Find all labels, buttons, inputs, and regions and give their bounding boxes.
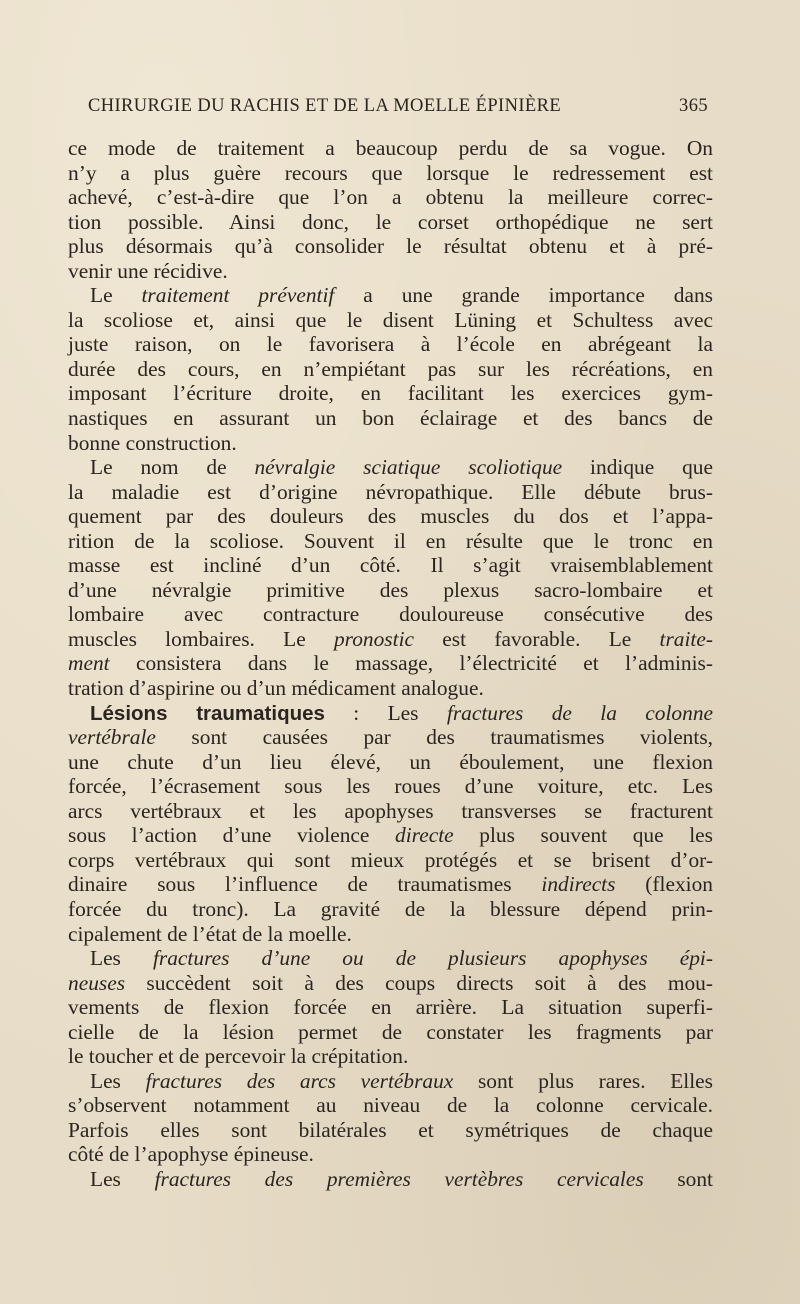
text-run: ce mode de traitement a beaucoup perdu de sa vogue. On — [68, 136, 713, 160]
text-run: la maladie est d’origine névropathique. Elle débute brus- — [68, 479, 713, 504]
text-line — [68, 1093, 713, 1118]
text-line — [68, 185, 713, 210]
text-line — [68, 136, 713, 161]
text-line — [68, 431, 713, 456]
text-run: rition de la scoliose. Souvent il en résulte que le tronc en — [68, 528, 713, 553]
italic-term: vertébrale — [68, 725, 156, 750]
running-head — [88, 96, 708, 122]
text-run: indique que — [562, 455, 713, 480]
text-run: sont causées par des traumatismes violents, — [155, 725, 713, 750]
text-line — [68, 1118, 713, 1143]
text-line — [68, 210, 713, 235]
section-heading: Lésions traumatiques — [90, 701, 325, 725]
text-line — [68, 357, 713, 382]
text-line — [68, 161, 713, 186]
text-line — [68, 799, 713, 824]
text-run: nastiques en assurant un bon éclairage et des bancs de — [68, 406, 713, 431]
text-line — [68, 1069, 713, 1094]
text-run: Le nom de — [90, 455, 255, 480]
text-run: lombaire avec contracture douloureuse consécutive des — [68, 602, 713, 627]
text-run: masse est incliné d’un côté. Il s’agit vraisemblablement — [68, 553, 713, 578]
text-run: dinaire sous l’influence de traumatismes — [68, 872, 542, 897]
text-line — [68, 676, 713, 701]
text-line — [68, 529, 713, 554]
text-run: tration d’aspirine ou d’un médicament analogue. — [68, 676, 484, 701]
italic-term: pronostic — [333, 626, 415, 651]
text-line — [68, 602, 713, 627]
text-run: succèdent soit à des coups directs soit à des mou- — [125, 970, 713, 995]
text-line — [68, 553, 713, 578]
text-line — [68, 308, 713, 333]
italic-term: traite- — [659, 626, 713, 651]
text-line — [68, 750, 713, 775]
text-run: plus souvent que les — [453, 823, 713, 848]
text-run: imposant l’écriture droite, en facilitant les exercices gym- — [68, 381, 713, 406]
italic-term: fractures des arcs vertébraux — [145, 1068, 454, 1093]
text-run: cielle de la lésion permet de constater les fragments par — [68, 1019, 713, 1044]
text-run: une chute d’un lieu élevé, un éboulement, une flexion — [68, 749, 713, 774]
text-line — [68, 946, 713, 971]
text-line — [68, 381, 713, 406]
text-run: Parfois elles sont bilatérales et symétriques de chaque — [68, 1117, 713, 1142]
text-line — [68, 578, 713, 603]
text-line — [68, 455, 713, 480]
text-line — [68, 504, 713, 529]
italic-term: traitement préventif — [141, 283, 335, 308]
text-line — [68, 1020, 713, 1045]
text-run: : Les — [324, 700, 447, 725]
text-run: sont plus rares. Elles — [453, 1068, 714, 1093]
text-line — [68, 480, 713, 505]
text-line — [68, 995, 713, 1020]
text-line — [68, 1167, 713, 1192]
text-run: tion possible. Ainsi donc, le corset orthopédique ne sert — [68, 209, 713, 234]
italic-term: fractures des premières vertèbres cervicales — [154, 1166, 644, 1191]
text-line — [68, 283, 713, 308]
text-run: sont — [643, 1166, 713, 1191]
text-run: plus désormais qu’à consolider le résultat obtenu et à pré- — [68, 234, 713, 259]
text-run: est favorable. Le — [414, 626, 660, 651]
text-run: forcée du tronc). La gravité de la blessure dépend prin- — [68, 896, 713, 921]
text-line — [68, 971, 713, 996]
italic-term: directe — [395, 823, 454, 848]
text-line — [68, 848, 713, 873]
text-run: Les — [90, 1068, 146, 1093]
text-line — [68, 725, 713, 750]
text-run: côté de l’apophyse épineuse. — [68, 1142, 314, 1167]
text-run: venir une récidive. — [68, 258, 228, 283]
text-run: bonne construction. — [68, 430, 237, 455]
text-line — [68, 1044, 713, 1069]
text-run: s’observent notamment au niveau de la colonne cervicale. — [68, 1093, 713, 1118]
text-run: quement par des douleurs des muscles du dos et l’appa- — [68, 504, 713, 529]
text-line — [68, 406, 713, 431]
text-line — [68, 922, 713, 947]
text-run: muscles lombaires. Le — [68, 626, 334, 651]
italic-term: fractures de la colonne — [446, 700, 714, 725]
text-run: a une grande importance dans — [334, 283, 713, 308]
text-line — [68, 234, 713, 259]
text-run: forcée, l’écrasement sous les roues d’une voiture, etc. Les — [68, 774, 713, 799]
text-run: le toucher et de percevoir la crépitation. — [68, 1044, 409, 1069]
text-run: cipalement de l’état de la moelle. — [68, 921, 352, 946]
text-run: consistera dans le massage, l’électricité et l’adminis- — [109, 651, 713, 676]
italic-term: neuses — [68, 970, 126, 995]
text-run: d’une névralgie primitive des plexus sacro-lombaire et — [68, 577, 713, 602]
text-run: arcs vertébraux et les apophyses transverses se fracturent — [68, 798, 713, 823]
text-line — [68, 259, 713, 284]
body-text — [68, 136, 713, 1192]
italic-term: indirects — [541, 872, 616, 897]
running-head-title: CHIRURGIE DU RACHIS ET DE LA MOELLE ÉPINIÈRE — [88, 96, 562, 116]
text-run: durée des cours, en n’empiétant pas sur les récréations, en — [68, 356, 713, 381]
text-line — [68, 651, 713, 676]
italic-term: névralgie sciatique scoliotique — [254, 455, 563, 480]
text-run: vements de flexion forcée en arrière. La situation superfi- — [68, 995, 713, 1020]
text-line — [68, 872, 713, 897]
text-line — [68, 701, 713, 726]
page-number: 365 — [679, 96, 708, 116]
text-line — [68, 1142, 713, 1167]
text-run: Les — [90, 946, 153, 971]
text-run: Les — [90, 1166, 155, 1191]
text-line — [68, 774, 713, 799]
text-run: sous l’action d’une violence — [68, 823, 396, 848]
text-run: achevé, c’est-à-dire que l’on a obtenu la meilleure correc- — [68, 185, 713, 210]
text-run: juste raison, on le favorisera à l’école en abrégeant la — [68, 332, 713, 357]
text-line — [68, 332, 713, 357]
text-run: corps vertébraux qui sont mieux protégés et se brisent d’or- — [68, 847, 713, 872]
text-run: (flexion — [615, 872, 713, 897]
italic-term: fractures d’une ou de plusieurs apophyses épi- — [152, 946, 713, 971]
italic-term: ment — [68, 651, 110, 676]
text-line — [68, 897, 713, 922]
text-run: Le — [90, 283, 142, 308]
text-line — [68, 823, 713, 848]
text-run: n’y a plus guère recours que lorsque le redressement est — [68, 160, 713, 185]
text-run: la scoliose et, ainsi que le disent Lüning et Schultess avec — [68, 307, 713, 332]
text-line — [68, 627, 713, 652]
